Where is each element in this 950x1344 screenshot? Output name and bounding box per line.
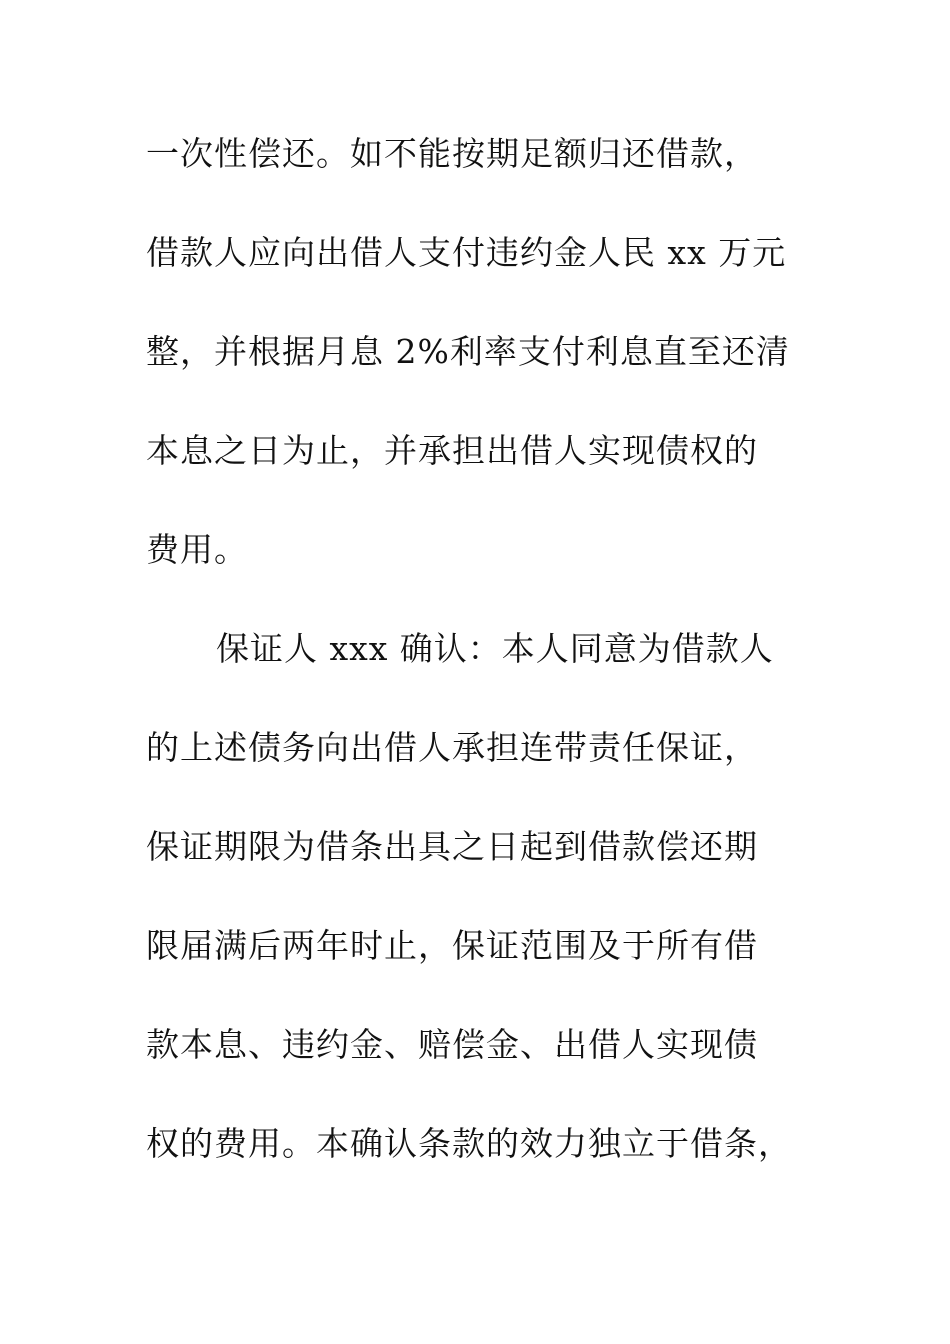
text-line: 保证期限为借条出具之日起到借款偿还期: [146, 827, 758, 866]
text-line: 权的费用。本确认条款的效力独立于借条，: [146, 1124, 792, 1163]
document-body: [146, 118, 806, 1207]
text-line: 费用。: [146, 530, 248, 569]
text-line: 整，并根据月息 2%利率支付利息直至还清: [146, 332, 790, 371]
text-line: 本息之日为止，并承担出借人实现债权的: [146, 431, 758, 470]
paragraph-guarantor-confirmation: [146, 613, 806, 1207]
text-line: 借款人应向出借人支付违约金人民 xx 万元: [146, 233, 787, 272]
text-line: 款本息、违约金、赔偿金、出借人实现债: [146, 1025, 758, 1064]
paragraph-loan-repayment: [146, 118, 806, 613]
text-line: 保证人 xxx 确认：本人同意为借款人: [216, 629, 774, 668]
text-line: 限届满后两年时止，保证范围及于所有借: [146, 926, 758, 965]
text-line: 的上述债务向出借人承担连带责任保证，: [146, 728, 758, 767]
text-line: 一次性偿还。如不能按期足额归还借款，: [146, 134, 758, 173]
